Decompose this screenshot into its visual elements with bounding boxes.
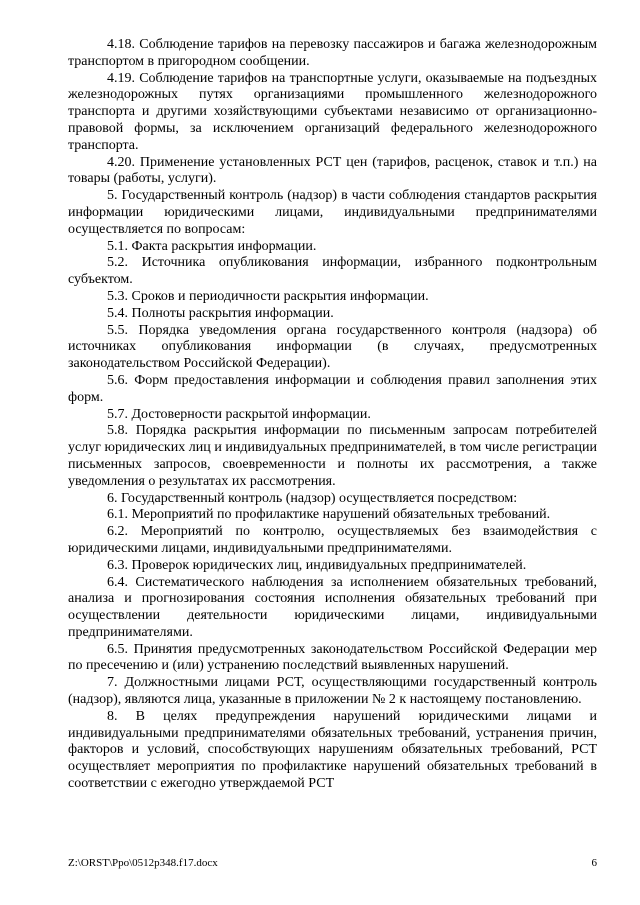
paragraph-6-3: 6.3. Проверок юридических лиц, индивидуальных предпринимателей. [107,557,527,573]
paragraph-5-5: 5.5. Порядка уведомления органа государственного контроля (надзора) об источниках опубликования информации (в случаях, предусмотренных законодательством Российской Федерации). [68,322,597,372]
paragraph-7: 7. Должностными лицами РСТ, осуществляющими государственный контроль (надзор), являются лица, указанные в приложении № 2 к настоящему постановлению. [68,675,597,708]
paragraph-5: 5. Государственный контроль (надзор) в части соблюдения стандартов раскрытия информации юридическими лицами, индивидуальными предпринимателями осуществляется по вопросам: [68,188,597,237]
paragraph-6-4: 6.4. Систематического наблюдения за исполнением обязательных требований, анализа и прогнозирования состояния исполнения обязательных требований при осуществлении деятельности юридическими лицами, индивидуальными предпринимателями. [68,574,597,640]
document-body [68,37,597,793]
paragraph-6-2: 6.2. Мероприятий по контролю, осуществляемых без взаимодействия с юридическими лицами, индивидуальными предпринимателями. [68,524,597,556]
paragraph-4-20: 4.20. Применение установленных РСТ цен (тарифов, расценок, ставок и т.п.) на товары (работы, услуги). [68,154,597,187]
paragraph-5-6: 5.6. Форм предоставления информации и соблюдения правил заполнения этих форм. [68,372,597,405]
paragraph-5-1: 5.1. Факта раскрытия информации. [107,238,317,254]
paragraph-4-18: 4.18. Соблюдение тарифов на перевозку пассажиров и багажа железнодорожным транспортом в пригородном сообщении. [68,37,597,69]
paragraph-6-1: 6.1. Мероприятий по профилактике нарушений обязательных требований. [107,507,551,523]
paragraph-6-5: 6.5. Принятия предусмотренных законодательством Российской Федерации мер по пресечению и (или) устранению последствий выявленных нарушений. [68,641,597,674]
paragraph-5-8: 5.8. Порядка раскрытия информации по письменным запросам потребителей услуг юридических лиц и индивидуальных предпринимателей, в том числе регистрации письменных запросов, своевременности и полноты их рассмотрения, а также уведомления о результатах их рассмотрения. [68,423,597,489]
paragraph-5-4: 5.4. Полноты раскрытия информации. [107,305,334,321]
paragraph-6: 6. Государственный контроль (надзор) осуществляется посредством: [107,490,518,506]
page-number: 6 [591,857,597,869]
paragraph-4-19: 4.19. Соблюдение тарифов на транспортные услуги, оказываемые на подъездных железнодорожных путях организациями промышленного железнодорожного транспорта и другими хозяйствующими субъектами независимо от организационно-правовой формы, за исключением организаций федерального железнодорожного транспорта. [68,70,597,153]
paragraph-5-3: 5.3. Сроков и периодичности раскрытия информации. [107,288,429,304]
paragraph-5-2: 5.2. Источника опубликования информации, избранного подконтрольным субъектом. [68,255,597,288]
paragraph-8: 8. В целях предупреждения нарушений юридическими лицами и индивидуальными предпринимателями обязательных требований, устранения причин, факторов и условий, способствующих нарушениям обязательных требований, РСТ осуществляет мероприятия по профилактике нарушений обязательных требований в соответствии с ежегодно утверждаемой РСТ [68,708,597,792]
paragraph-5-7: 5.7. Достоверности раскрытой информации. [107,406,371,422]
footer-file-path: Z:\ORST\Ppo\0512p348.f17.docx [68,857,218,869]
